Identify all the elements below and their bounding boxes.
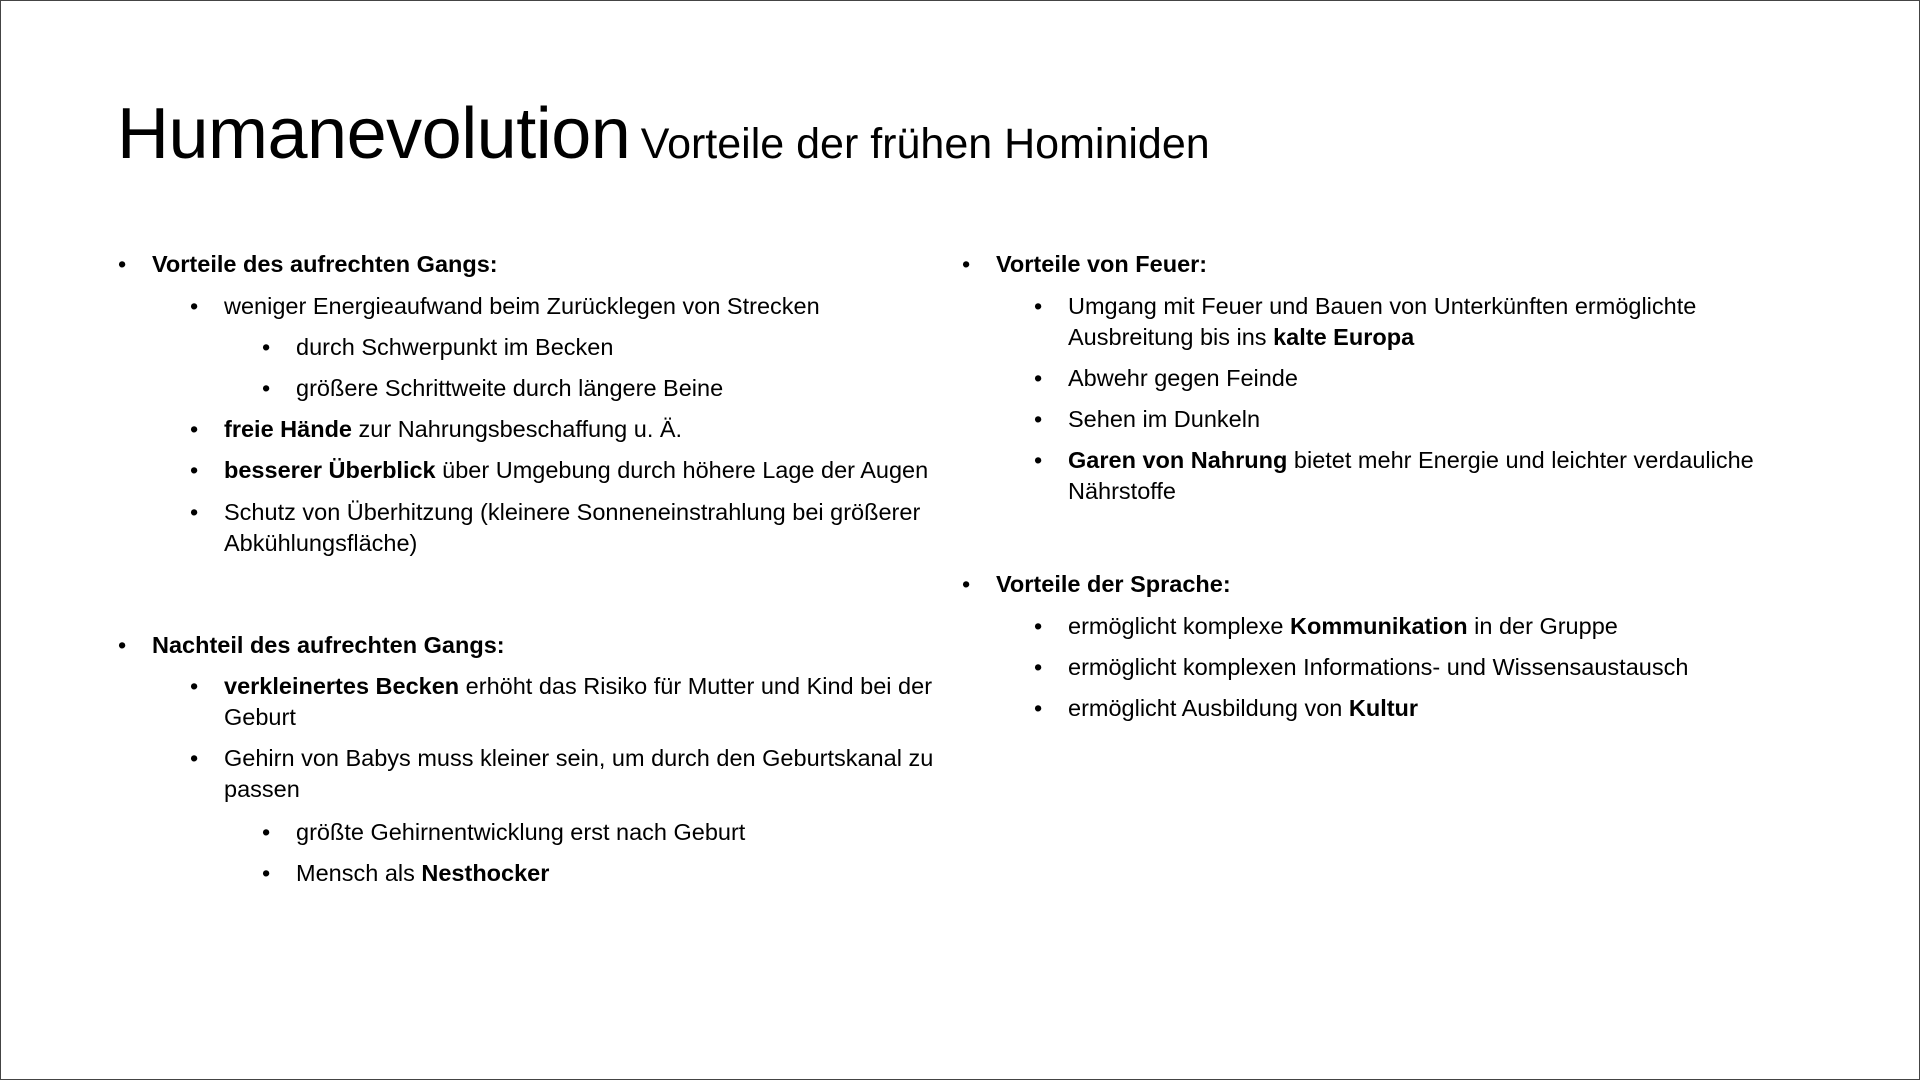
item-text: Mensch als (296, 860, 422, 886)
list-item (1034, 611, 1618, 642)
bullet-icon: • (1034, 293, 1043, 319)
bullet-icon: • (190, 293, 199, 319)
list-item (1034, 404, 1261, 435)
item-text: ermöglicht komplexe (1068, 613, 1291, 639)
bullet-icon: • (190, 499, 199, 525)
bullet-icon: • (1034, 654, 1043, 680)
list-item (190, 455, 929, 486)
list-item (190, 414, 683, 445)
item-text: in der Gruppe (1467, 613, 1618, 639)
bullet-icon: • (262, 819, 271, 845)
bullet-icon: • (190, 457, 199, 483)
heading-text: Vorteile des aufrechten Gangs: (152, 251, 498, 277)
list-item (190, 497, 921, 559)
slide-title (117, 93, 1210, 175)
bold-text: Garen von Nahrung (1068, 447, 1288, 473)
item-text: passen (224, 776, 300, 802)
item-text: zur Nahrungsbeschaffung u. Ä. (352, 416, 683, 442)
heading-upright-disadvantages (118, 630, 505, 661)
bullet-icon: • (118, 251, 127, 277)
item-text: größere Schrittweite durch längere Beine (296, 375, 724, 401)
item-text: Ausbreitung bis ins (1068, 324, 1274, 350)
list-item (262, 858, 550, 889)
list-item (1034, 652, 1689, 683)
item-text: Sehen im Dunkeln (1068, 406, 1261, 432)
item-text: Umgang mit Feuer und Bauen von Unterkünften ermöglichte (1068, 293, 1697, 319)
item-text: weniger Energieaufwand beim Zurücklegen von Strecken (224, 293, 820, 319)
bullet-icon: • (962, 571, 971, 597)
list-item (262, 332, 614, 363)
item-text: Geburt (224, 704, 296, 730)
bullet-icon: • (118, 632, 127, 658)
item-text: über Umgebung durch höhere Lage der Augen (435, 457, 929, 483)
item-text: ermöglicht komplexen Informations- und Wissensaustausch (1068, 654, 1689, 680)
bold-text: verkleinertes Becken (224, 673, 460, 699)
item-text: Nährstoffe (1068, 478, 1176, 504)
item-text: erhöht das Risiko für Mutter und Kind bei der (459, 673, 933, 699)
title-subtitle: Vorteile der frühen Hominiden (640, 120, 1210, 168)
list-item (190, 291, 820, 322)
bullet-icon: • (1034, 613, 1043, 639)
item-text: Abwehr gegen Feinde (1068, 365, 1298, 391)
bullet-icon: • (190, 673, 199, 699)
list-item (262, 373, 724, 404)
list-item (190, 671, 933, 733)
bold-text: kalte Europa (1273, 324, 1415, 350)
bold-text: Kommunikation (1290, 613, 1468, 639)
heading-text: Vorteile der Sprache: (996, 571, 1231, 597)
item-text: Gehirn von Babys muss kleiner sein, um durch den Geburtskanal zu (224, 745, 934, 771)
list-item (1034, 445, 1754, 507)
bold-text: Nesthocker (421, 860, 550, 886)
bullet-icon: • (1034, 447, 1043, 473)
item-text: Schutz von Überhitzung (kleinere Sonneneinstrahlung bei größerer (224, 499, 921, 525)
heading-text: Nachteil des aufrechten Gangs: (152, 632, 505, 658)
heading-upright-advantages (118, 249, 498, 280)
list-item (262, 817, 746, 848)
item-text: größte Gehirnentwicklung erst nach Geburt (296, 819, 746, 845)
list-item (190, 743, 934, 805)
bullet-icon: • (1034, 695, 1043, 721)
heading-fire-advantages (962, 249, 1208, 280)
heading-text: Vorteile von Feuer: (996, 251, 1208, 277)
bullet-icon: • (1034, 406, 1043, 432)
bold-text: besserer Überblick (224, 457, 436, 483)
heading-language-advantages (962, 569, 1231, 600)
bold-text: Kultur (1348, 695, 1419, 721)
title-main: Humanevolution (117, 94, 631, 174)
bullet-icon: • (262, 334, 271, 360)
list-item (1034, 291, 1697, 353)
bullet-icon: • (262, 860, 271, 886)
item-text: durch Schwerpunkt im Becken (296, 334, 614, 360)
bullet-icon: • (190, 416, 199, 442)
bullet-icon: • (962, 251, 971, 277)
list-item (1034, 693, 1419, 724)
bullet-icon: • (1034, 365, 1043, 391)
list-item (1034, 363, 1298, 394)
bold-text: freie Hände (224, 416, 352, 442)
item-text: bietet mehr Energie und leichter verdauliche (1287, 447, 1754, 473)
bullet-icon: • (262, 375, 271, 401)
bullet-icon: • (190, 745, 199, 771)
item-text: ermöglicht Ausbildung von (1068, 695, 1349, 721)
item-text: Abkühlungsfläche) (224, 530, 418, 556)
